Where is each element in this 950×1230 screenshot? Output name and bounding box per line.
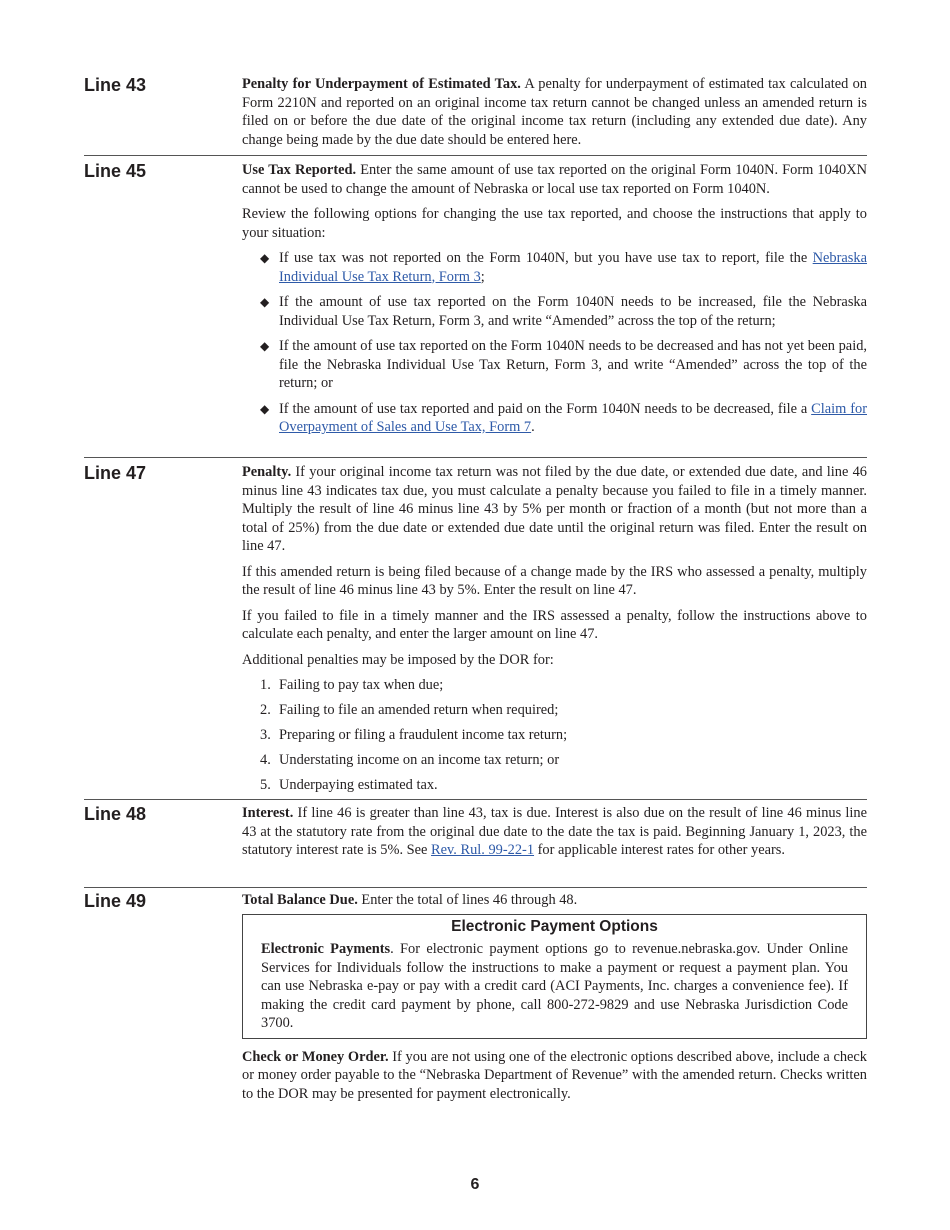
- use-tax-options-list: [242, 249, 867, 437]
- line-47-heading: Penalty.: [242, 464, 292, 480]
- list-item: ◆ If the amount of use tax reported on the Form 1040N needs to be decreased and has not yet been paid, file the Nebraska Individual Use Tax Return, Form 3, and write “Amended” across the top of the return; or: [260, 338, 867, 391]
- line-48-paragraph: Interest. If line 46 is greater than line 43, tax is due. Interest is also due on the result of line 46 minus line 43 at the statutory rate from the original due date to the date the tax is paid. Beginning January 1, 2023, the statutory interest rate is 5%. See Rev. Rul. 99-22-1 for applicable interest rates for other years.: [242, 805, 867, 858]
- diamond-bullet-icon: ◆: [260, 251, 270, 265]
- list-item: ◆ If the amount of use tax reported on the Form 1040N needs to be increased, file the Nebraska Individual Use Tax Return, Form 3, and write “Amended” across the top of the return;: [260, 294, 867, 329]
- diamond-bullet-icon: ◆: [260, 401, 270, 416]
- line-49-text: Enter the total of lines 46 through 48.: [357, 892, 578, 908]
- line-45-heading: Use Tax Reported.: [242, 162, 357, 178]
- diamond-bullet-icon: ◆: [260, 339, 270, 353]
- divider: [84, 457, 867, 458]
- electronic-payment-options-title: Electronic Payment Options: [451, 917, 658, 935]
- list-item: 3. Preparing or filing a fraudulent income tax return;: [260, 727, 568, 743]
- form-3-link[interactable]: Nebraska Individual Use Tax Return, Form 3: [279, 250, 867, 285]
- line-47-text: If your original income tax return was not filed by the due date, or extended due date, and line 46 minus line 43 indicates tax due, you must calculate a penalty because you failed to file in a timely manner. Multiply the result of line 46 minus line 43 by 5% per month or fraction of a month (but not more than a total of 25%) from the due date or extended due date until the original return was filed. Enter the result on line 47.: [242, 464, 867, 554]
- form-7-link[interactable]: Claim for Overpayment of Sales and Use Tax, Form 7: [279, 400, 867, 435]
- list-item: 4. Understating income on an income tax return; or: [260, 752, 560, 768]
- list-item: ◆ If the amount of use tax reported and paid on the Form 1040N needs to be decreased, file a Claim for Overpayment of Sales and Use Tax, Form 7.: [260, 400, 867, 435]
- line-48-label: Line 48: [84, 804, 147, 824]
- line-48-heading: Interest.: [242, 805, 294, 821]
- list-item: ◆ If use tax was not reported on the Form 1040N, but you have use tax to report, file the Nebraska Individual Use Tax Return, Form 3;: [260, 250, 867, 285]
- line-43-section: [84, 75, 867, 156]
- line-45-label: Line 45: [84, 161, 147, 181]
- line-49-section: [84, 891, 867, 1110]
- additional-penalties-list: [242, 676, 867, 795]
- line-43-label: Line 43: [84, 75, 147, 95]
- electronic-payment-options-box: [242, 914, 867, 1039]
- line-49-label: Line 49: [84, 891, 147, 911]
- line-47-section: [84, 463, 867, 801]
- divider: [84, 887, 867, 888]
- line-47-larger-amount-paragraph: If you failed to file in a timely manner and the IRS assessed a penalty, follow the instructions above to calculate each penalty, and enter the larger amount on line 47.: [242, 607, 867, 642]
- line-47-additional-penalties-intro: Additional penalties may be imposed by the DOR for:: [242, 651, 554, 668]
- line-47-label: Line 47: [84, 463, 147, 483]
- divider: [84, 155, 867, 156]
- line-48-section: [84, 804, 867, 867]
- divider: [84, 799, 867, 800]
- line-43-text: A penalty for underpayment of estimated tax calculated on Form 2210N and reported on an original income tax return cannot be changed unless an amended return is filed on or before the due date of the original income tax return (including any extended due date). Any change being made by the due date should be entered here.: [242, 76, 867, 148]
- line-49-paragraph: [242, 891, 867, 910]
- line-47-irs-paragraph: If this amended return is being filed because of a change made by the IRS who assessed a penalty, multiply the result of line 46 minus line 43 by 5%. Enter the result on line 47.: [242, 563, 867, 598]
- line-49-heading: Total Balance Due.: [242, 892, 358, 908]
- line-43-heading: Penalty for Underpayment of Estimated Tax.: [242, 76, 521, 92]
- line-43-paragraph: [242, 75, 867, 149]
- rev-rul-link[interactable]: Rev. Rul. 99-22-1: [431, 842, 535, 858]
- list-item: 1. Failing to pay tax when due;: [260, 677, 444, 693]
- line-45-text: Enter the same amount of use tax reported on the original Form 1040N. Form 1040XN cannot be used to change the amount of Nebraska or local use tax reported on Form 1040N.: [242, 162, 867, 197]
- check-money-order-heading: Check or Money Order.: [242, 1048, 389, 1065]
- list-item: 2. Failing to file an amended return when required;: [260, 702, 559, 718]
- check-money-order-paragraph: Check or Money Order. If you are not using one of the electronic options described above, include a check or money order payable to the “Nebraska Department of Revenue” with the amended return. Checks written to the DOR may be presented for payment electronically.: [242, 1048, 867, 1102]
- diamond-bullet-icon: ◆: [260, 295, 270, 309]
- line-45-paragraph: [242, 161, 867, 198]
- line-45-section: [84, 161, 867, 444]
- electronic-payments-paragraph: Electronic Payments. For electronic payment options go to revenue.nebraska.gov. Under Online Services for Individuals follow the instructions to make a payment or request a payment plan. You can use Nebraska e-pay or pay with a credit card (ACI Payments, Inc. charges a convenience fee). If making the credit card payment by phone, call 800-272-9829 and use Nebraska Jurisdiction Code 3700.: [261, 941, 848, 1031]
- line-47-paragraph: [242, 463, 867, 556]
- line-45-review-text: Review the following options for changing the use tax reported, and choose the instructions that apply to your situation:: [242, 206, 867, 241]
- page-number: 6: [470, 1176, 480, 1193]
- list-item: 5. Underpaying estimated tax.: [260, 777, 438, 793]
- electronic-payments-heading: Electronic Payments: [261, 941, 391, 957]
